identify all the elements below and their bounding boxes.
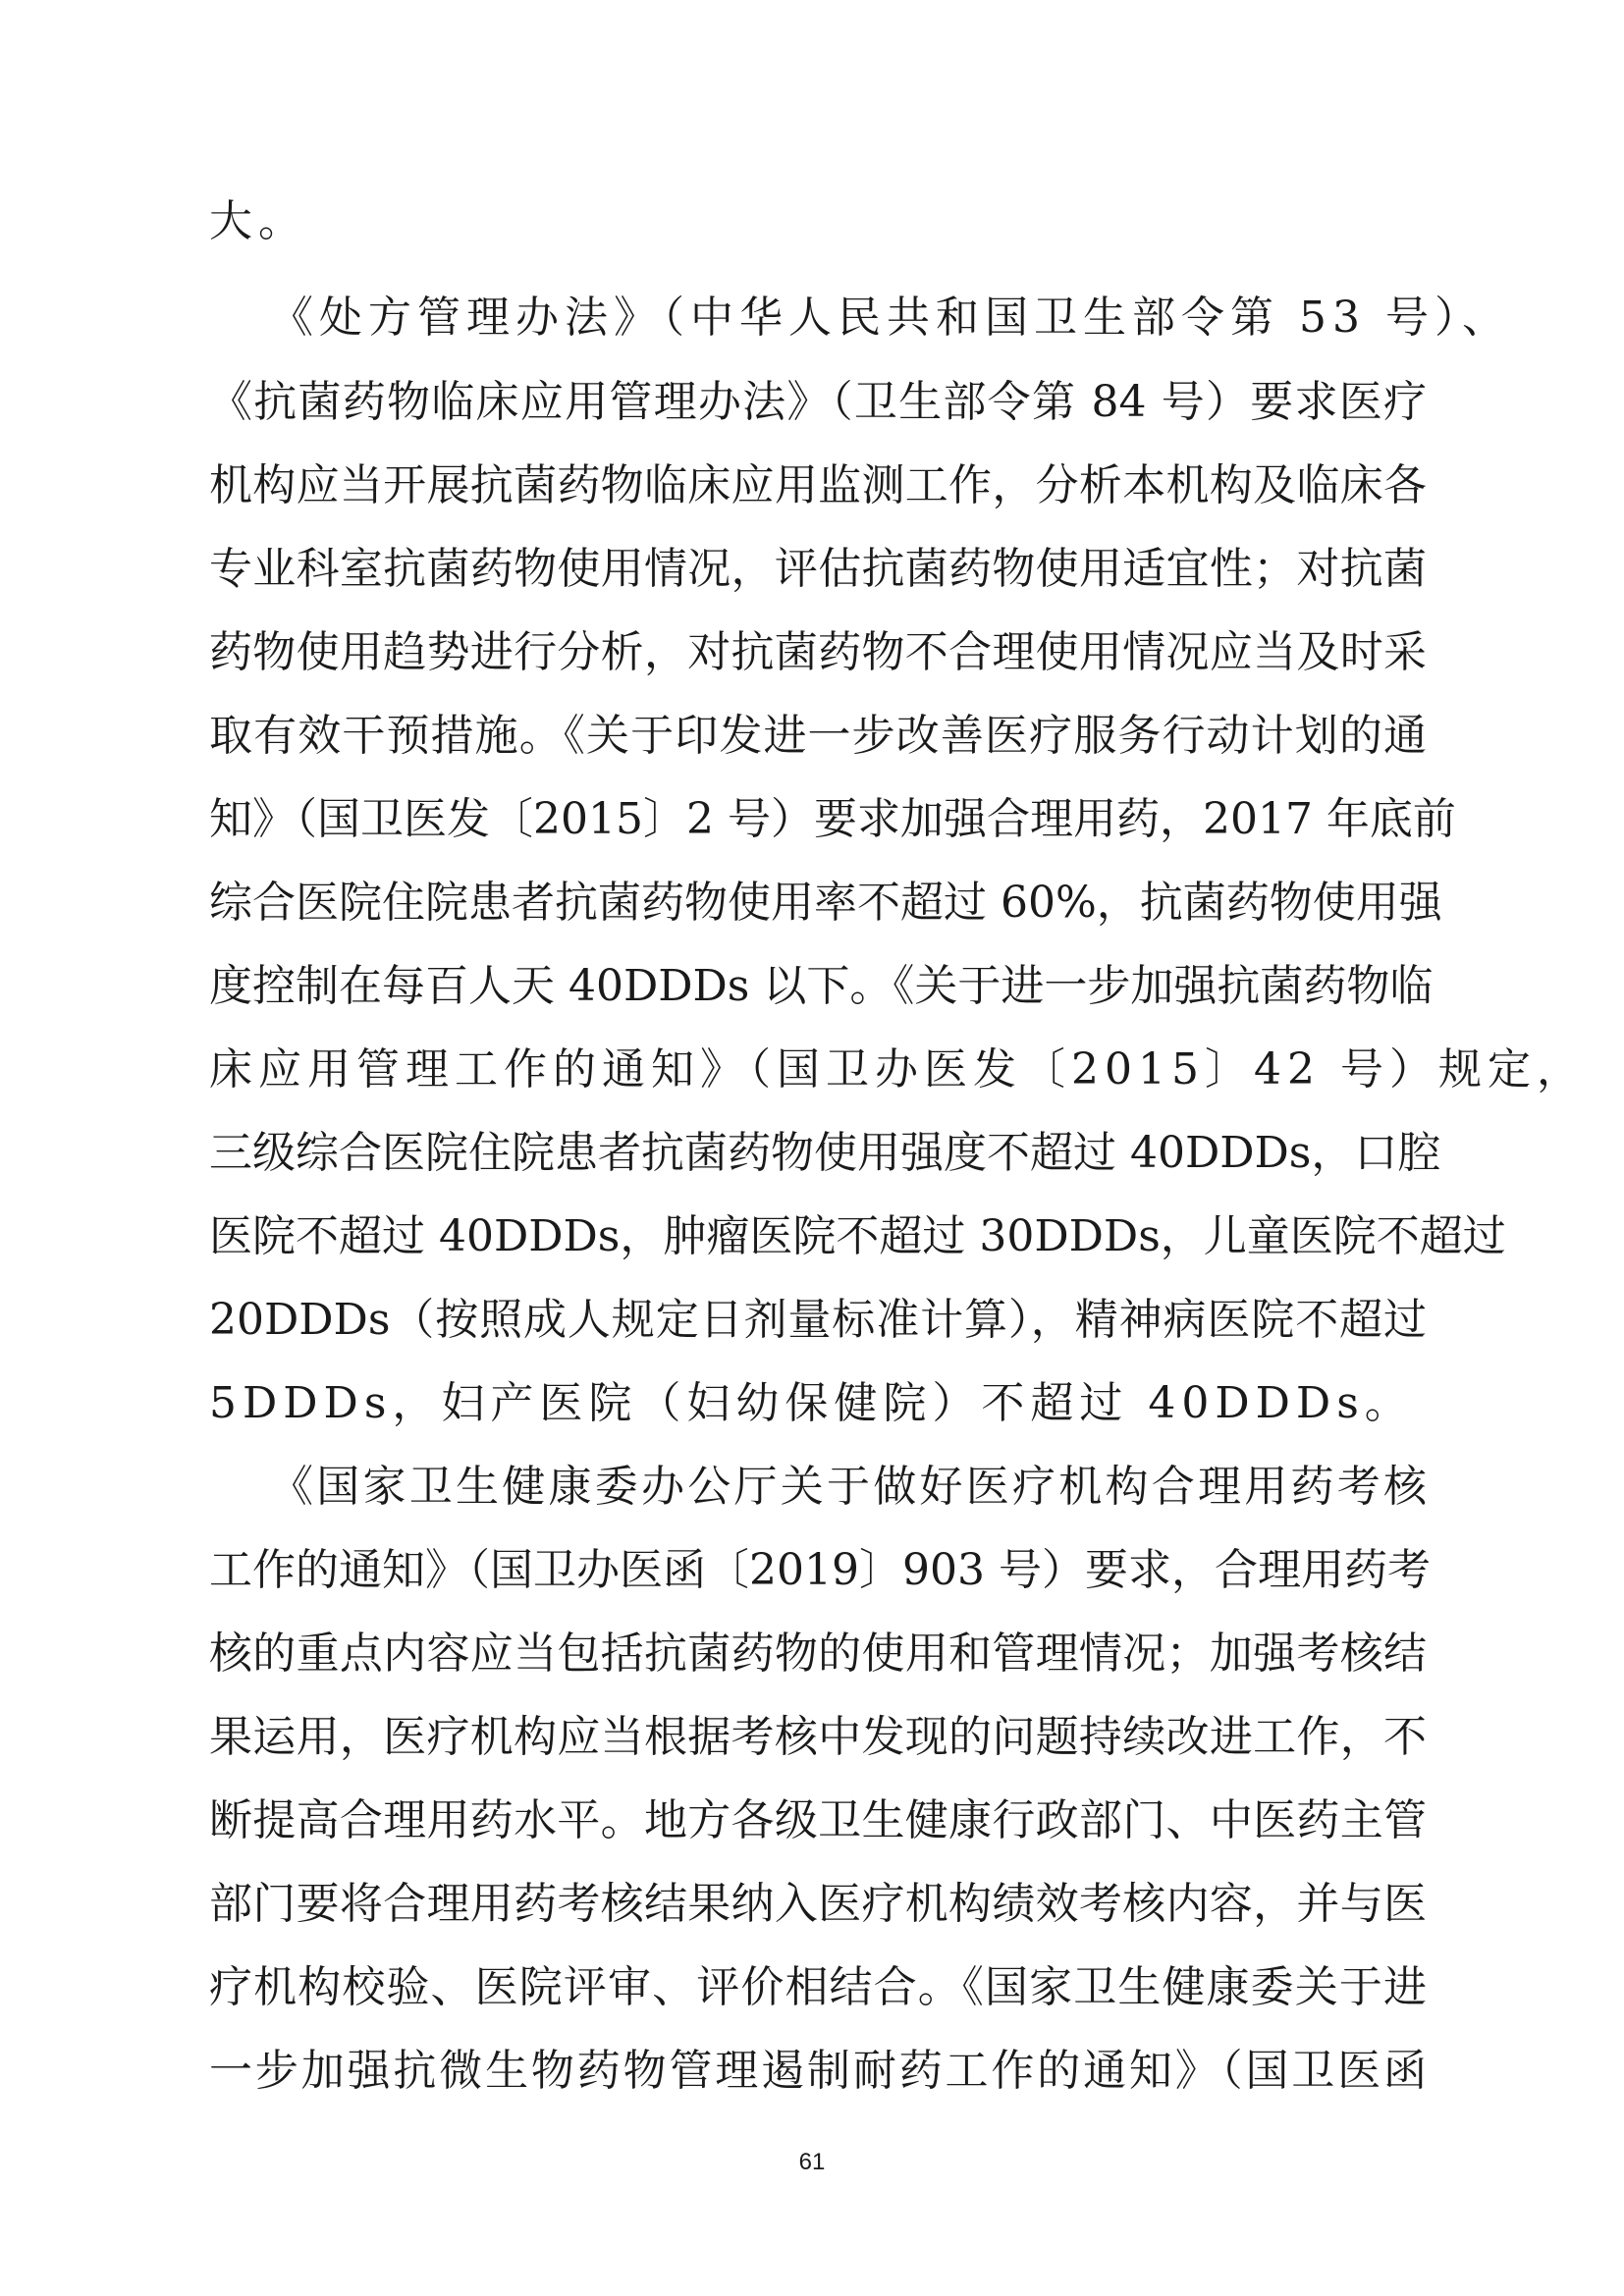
text-line: 5DDDs，妇产医院（妇幼保健院）不超过 40DDDs。	[209, 1378, 1414, 1428]
page-number: 61	[798, 2149, 826, 2175]
text-line: 20DDDs（按照成人规定日剂量标准计算），精神病医院不超过	[209, 1295, 1427, 1345]
text-line-last: 一步加强抗微生物药物管理遏制耐药工作的通知》（国卫医函	[209, 2046, 1427, 2096]
text-line: 床应用管理工作的通知》（国卫办医发〔2015〕42 号）规定，	[209, 1044, 1586, 1095]
text-line: 果运用，医疗机构应当根据考核中发现的问题持续改进工作，不	[209, 1712, 1427, 1762]
text-line: 大。	[209, 196, 307, 246]
text-line: 度控制在每百人天 40DDDs 以下。《关于进一步加强抗菌药物临	[209, 961, 1434, 1011]
text-line: 《处方管理办法》（中华人民共和国卫生部令第 53 号）、	[270, 293, 1511, 343]
text-line: 工作的通知》（国卫办医函〔2019〕903 号）要求，合理用药考	[209, 1545, 1431, 1595]
text-line: 三级综合医院住院患者抗菌药物使用强度不超过 40DDDs，口腔	[209, 1128, 1441, 1178]
text-line: 综合医院住院患者抗菌药物使用率不超过 60%，抗菌药物使用强	[209, 878, 1442, 928]
text-line: 部门要将合理用药考核结果纳入医疗机构绩效考核内容，并与医	[209, 1879, 1427, 1929]
text-line: 疗机构校验、医院评审、评价相结合。《国家卫生健康委关于进	[209, 1962, 1427, 2012]
text-line: 断提高合理用药水平。地方各级卫生健康行政部门、中医药主管	[209, 1795, 1427, 1845]
text-line: 核的重点内容应当包括抗菌药物的使用和管理情况；加强考核结	[209, 1629, 1427, 1679]
text-line: 取有效干预措施。《关于印发进一步改善医疗服务行动计划的通	[209, 711, 1427, 761]
text-line: 《国家卫生健康委办公厅关于做好医疗机构合理用药考核	[270, 1462, 1427, 1512]
text-line: 知》（国卫医发〔2015〕2 号）要求加强合理用药，2017 年底前	[209, 794, 1456, 844]
text-line: 专业科室抗菌药物使用情况，评估抗菌药物使用适宜性；对抗菌	[209, 544, 1427, 594]
text-line: 《抗菌药物临床应用管理办法》（卫生部令第 84 号）要求医疗	[209, 377, 1427, 427]
text-line: 机构应当开展抗菌药物临床应用监测工作，分析本机构及临床各	[209, 460, 1427, 510]
text-line: 药物使用趋势进行分析，对抗菌药物不合理使用情况应当及时采	[209, 627, 1427, 677]
text-line: 医院不超过 40DDDs，肿瘤医院不超过 30DDDs，儿童医院不超过	[209, 1211, 1506, 1261]
